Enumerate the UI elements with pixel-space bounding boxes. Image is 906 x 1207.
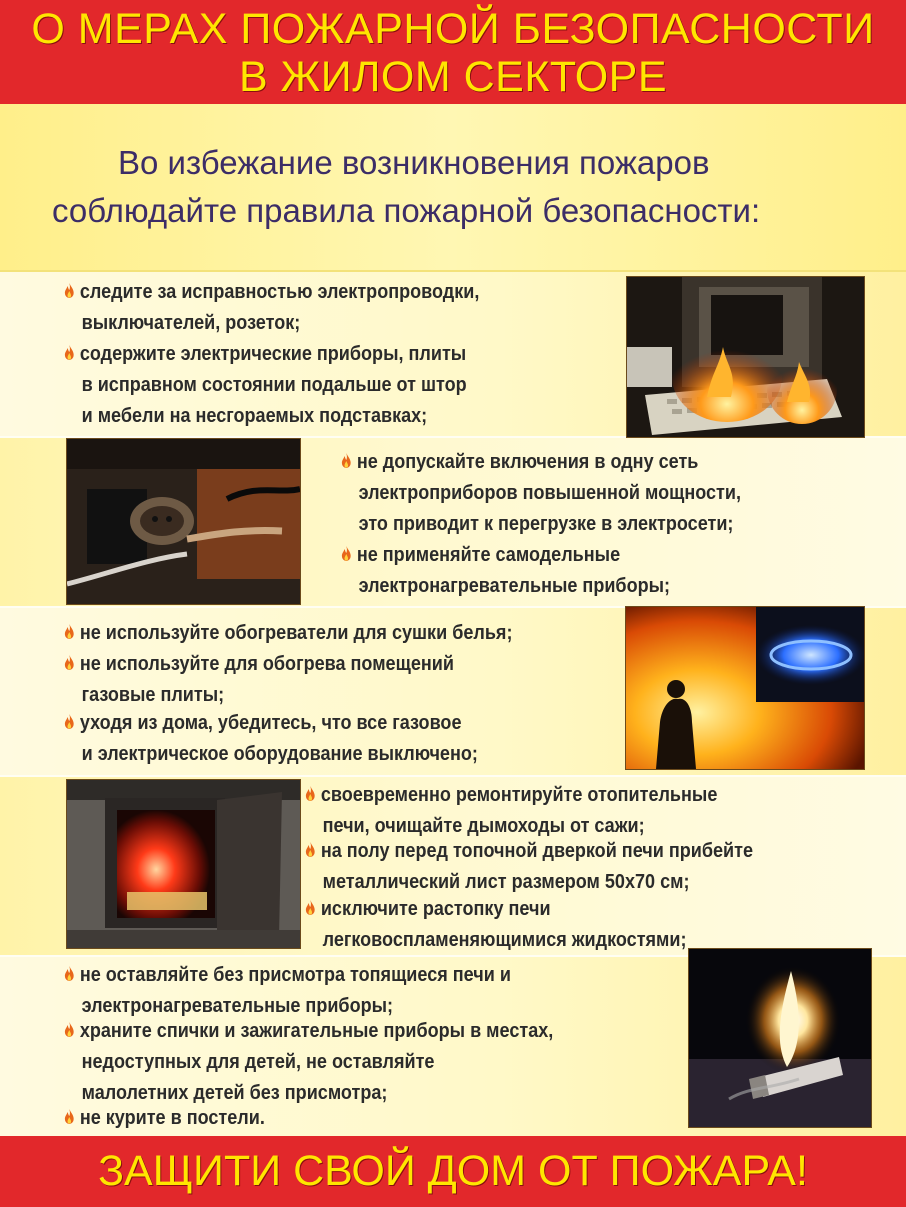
burning-cigarette-photo (688, 948, 872, 1128)
rule-text: малолетних детей без присмотра; (81, 1081, 388, 1104)
rule-text: выключателей, розеток; (81, 311, 301, 334)
rule-text: в исправном состоянии подальше от штор (81, 373, 467, 396)
rule-text: содержите электрические приборы, плиты (79, 342, 467, 365)
rule-text: электроприборов повышенной мощности, (358, 481, 741, 504)
rule-text: не используйте обогреватели для сушки белья; (79, 621, 513, 644)
intro-line-2: соблюдайте правила пожарной безопасности: (52, 192, 761, 229)
page-title-line-1: О МЕРАХ ПОЖАРНОЙ БЕЗОПАСНОСТИ (31, 5, 875, 53)
burning-keyboard-photo (626, 276, 865, 438)
flame-bullet-icon (64, 966, 75, 982)
rule-text: легковоспламеняющимися жидкостями; (322, 928, 687, 951)
intro-panel (0, 104, 906, 272)
rule-text: храните спички и зажигательные приборы в местах, (79, 1019, 554, 1042)
rule-text: электронагревательные приборы; (81, 994, 394, 1017)
flame-bullet-icon (64, 714, 75, 730)
flame-bullet-icon (341, 453, 352, 469)
rule-text: не применяйте самодельные (356, 543, 621, 566)
page-header (0, 0, 906, 104)
rule-item (64, 276, 479, 338)
flame-bullet-icon (305, 786, 316, 802)
rule-item (64, 1015, 553, 1108)
flame-bullet-icon (305, 842, 316, 858)
rule-text: недоступных для детей, не оставляйте (81, 1050, 435, 1073)
stove-fire-photo (66, 779, 301, 949)
rule-item (64, 648, 454, 710)
rule-item (305, 779, 717, 841)
rule-item (64, 338, 467, 431)
rule-item (305, 893, 687, 955)
rule-text: не оставляйте без присмотра топящиеся печи и (79, 963, 511, 986)
fire-and-gas-burner-photo (625, 606, 865, 770)
rule-text: не курите в постели. (79, 1106, 265, 1129)
rule-item (64, 617, 512, 648)
flame-bullet-icon (64, 283, 75, 299)
rule-text: это приводит к перегрузке в электросети; (358, 512, 734, 535)
flame-bullet-icon (64, 345, 75, 361)
flame-bullet-icon (64, 655, 75, 671)
burnt-socket-photo (66, 438, 301, 605)
rule-item (305, 835, 753, 897)
footer-slogan: ЗАЩИТИ СВОЙ ДОМ ОТ ПОЖАРА! (0, 1136, 906, 1207)
rule-item (341, 539, 670, 601)
rule-text: и электрическое оборудование выключено; (81, 742, 478, 765)
flame-bullet-icon (305, 900, 316, 916)
rule-item (341, 446, 741, 539)
flame-bullet-icon (64, 1109, 75, 1125)
rule-text: газовые плиты; (81, 683, 225, 706)
rule-text: на полу перед топочной дверкой печи прибейте (320, 839, 754, 862)
rule-text: и мебели на несгораемых подставках; (81, 404, 428, 427)
intro-line-1: Во избежание возникновения пожаров (118, 144, 710, 181)
rule-item (64, 1102, 265, 1133)
rule-text: исключите растопку печи (320, 897, 551, 920)
rule-text: печи, очищайте дымоходы от сажи; (322, 814, 645, 837)
flame-bullet-icon (64, 624, 75, 640)
rule-text: электронагревательные приборы; (358, 574, 671, 597)
flame-bullet-icon (341, 546, 352, 562)
flame-bullet-icon (64, 1022, 75, 1038)
page-title-line-2: В ЖИЛОМ СЕКТОРЕ (238, 53, 668, 101)
rule-text: не используйте для обогрева помещений (79, 652, 454, 675)
rule-text: своевременно ремонтируйте отопительные (320, 783, 718, 806)
rule-text: уходя из дома, убедитесь, что все газовое (79, 711, 462, 734)
rule-text: следите за исправностью электропроводки, (79, 280, 480, 303)
rule-item (64, 707, 478, 769)
rule-text: не допускайте включения в одну сеть (356, 450, 699, 473)
rule-item (64, 959, 511, 1021)
rule-text: металлический лист размером 50х70 см; (322, 870, 690, 893)
section-divider (0, 775, 906, 777)
